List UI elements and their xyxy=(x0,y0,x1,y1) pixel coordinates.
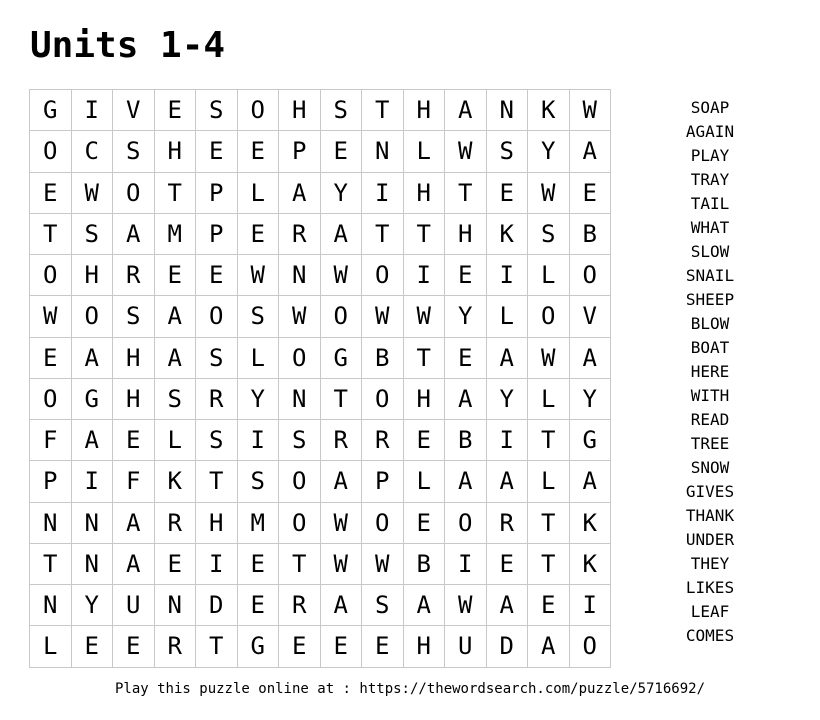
grid-cell[interactable]: O xyxy=(113,173,155,214)
grid-cell[interactable]: E xyxy=(404,503,446,544)
word-list-item: SLOW xyxy=(690,242,730,261)
grid-cell[interactable]: I xyxy=(445,544,487,585)
grid-cell[interactable]: R xyxy=(321,420,363,461)
grid-cell[interactable]: E xyxy=(196,131,238,172)
grid-cell[interactable]: E xyxy=(362,626,404,667)
grid-cell[interactable]: I xyxy=(362,173,404,214)
word-list-item: SNAIL xyxy=(685,266,735,285)
grid-cell[interactable]: E xyxy=(238,585,280,626)
grid-cell[interactable]: L xyxy=(528,255,570,296)
grid-cell[interactable]: A xyxy=(321,214,363,255)
grid-cell[interactable]: S xyxy=(362,585,404,626)
grid-cell[interactable]: S xyxy=(196,420,238,461)
grid-cell[interactable]: A xyxy=(404,585,446,626)
grid-cell[interactable]: E xyxy=(30,173,72,214)
grid-cell[interactable]: W xyxy=(528,173,570,214)
grid-cell[interactable]: A xyxy=(487,461,529,502)
grid-cell[interactable]: G xyxy=(321,338,363,379)
puzzle-title: Units 1-4 xyxy=(30,25,226,66)
grid-cell[interactable]: H xyxy=(196,503,238,544)
grid-cell[interactable]: T xyxy=(30,544,72,585)
grid-cell[interactable]: O xyxy=(279,503,321,544)
grid-cell[interactable]: A xyxy=(487,585,529,626)
grid-cell[interactable]: R xyxy=(196,379,238,420)
grid-cell[interactable]: V xyxy=(113,90,155,131)
grid-cell[interactable]: I xyxy=(72,461,114,502)
grid-cell[interactable]: N xyxy=(155,585,197,626)
grid-cell[interactable]: U xyxy=(113,585,155,626)
grid-cell[interactable]: E xyxy=(570,173,612,214)
grid-cell[interactable]: E xyxy=(155,544,197,585)
grid-cell[interactable]: E xyxy=(487,173,529,214)
word-list-item: WITH xyxy=(690,386,730,405)
grid-cell[interactable]: O xyxy=(72,296,114,337)
grid-cell[interactable]: O xyxy=(321,296,363,337)
grid-cell[interactable]: S xyxy=(238,296,280,337)
grid-cell[interactable]: N xyxy=(30,585,72,626)
grid-cell[interactable]: E xyxy=(155,255,197,296)
grid-cell[interactable]: H xyxy=(404,626,446,667)
grid-cell[interactable]: I xyxy=(570,585,612,626)
grid-cell[interactable]: E xyxy=(238,131,280,172)
grid-cell[interactable]: W xyxy=(72,173,114,214)
grid-cell[interactable]: A xyxy=(113,503,155,544)
grid-cell[interactable]: P xyxy=(362,461,404,502)
grid-cell[interactable]: L xyxy=(404,461,446,502)
grid-cell[interactable]: I xyxy=(238,420,280,461)
grid-cell[interactable]: A xyxy=(487,338,529,379)
grid-cell[interactable]: T xyxy=(528,420,570,461)
grid-cell[interactable]: D xyxy=(487,626,529,667)
grid-cell[interactable]: L xyxy=(487,296,529,337)
word-list-item: LEAF xyxy=(690,602,730,621)
grid-cell[interactable]: E xyxy=(445,338,487,379)
word-list-item: GIVES xyxy=(685,482,735,501)
grid-cell[interactable]: N xyxy=(487,90,529,131)
word-list-item: TRAY xyxy=(690,170,730,189)
grid-cell[interactable]: W xyxy=(445,585,487,626)
grid-cell[interactable]: R xyxy=(155,503,197,544)
grid-cell[interactable]: F xyxy=(113,461,155,502)
grid-cell[interactable]: H xyxy=(404,173,446,214)
grid-cell[interactable]: S xyxy=(321,90,363,131)
grid-cell[interactable]: R xyxy=(279,585,321,626)
grid-cell[interactable]: T xyxy=(155,173,197,214)
grid-cell[interactable]: I xyxy=(72,90,114,131)
grid-cell[interactable]: E xyxy=(321,131,363,172)
grid-cell[interactable]: F xyxy=(30,420,72,461)
grid-cell[interactable]: L xyxy=(155,420,197,461)
letter-grid[interactable] xyxy=(29,89,611,668)
grid-cell[interactable]: D xyxy=(196,585,238,626)
grid-cell[interactable]: L xyxy=(404,131,446,172)
grid-cell[interactable]: S xyxy=(196,90,238,131)
grid-cell[interactable]: T xyxy=(279,544,321,585)
grid-cell[interactable]: O xyxy=(30,131,72,172)
grid-cell[interactable]: E xyxy=(279,626,321,667)
grid-cell[interactable]: E xyxy=(72,626,114,667)
word-list-item: BOAT xyxy=(690,338,730,357)
grid-cell[interactable]: R xyxy=(155,626,197,667)
word-list-item: LIKES xyxy=(685,578,735,597)
grid-cell[interactable]: S xyxy=(155,379,197,420)
grid-cell[interactable]: C xyxy=(72,131,114,172)
grid-cell[interactable]: A xyxy=(528,626,570,667)
grid-cell[interactable]: E xyxy=(528,585,570,626)
grid-cell[interactable]: E xyxy=(321,626,363,667)
grid-cell[interactable]: H xyxy=(113,379,155,420)
grid-cell[interactable]: T xyxy=(196,461,238,502)
word-list-item: TREE xyxy=(690,434,730,453)
grid-cell[interactable]: U xyxy=(445,626,487,667)
grid-cell[interactable]: T xyxy=(404,338,446,379)
word-list-item: THEY xyxy=(690,554,730,573)
grid-cell[interactable]: A xyxy=(570,461,612,502)
grid-cell[interactable]: L xyxy=(238,338,280,379)
grid-cell[interactable]: Y xyxy=(528,131,570,172)
grid-cell[interactable]: N xyxy=(362,131,404,172)
grid-cell[interactable]: O xyxy=(570,626,612,667)
grid-cell[interactable]: R xyxy=(362,420,404,461)
grid-cell[interactable]: A xyxy=(570,338,612,379)
grid-cell[interactable]: Y xyxy=(321,173,363,214)
word-list-item: THANK xyxy=(685,506,735,525)
grid-cell[interactable]: A xyxy=(155,296,197,337)
grid-cell[interactable]: R xyxy=(487,503,529,544)
grid-cell[interactable]: O xyxy=(196,296,238,337)
grid-cell[interactable]: W xyxy=(321,503,363,544)
word-list xyxy=(660,96,760,648)
grid-cell[interactable]: T xyxy=(321,379,363,420)
grid-cell[interactable]: O xyxy=(238,90,280,131)
grid-cell[interactable]: A xyxy=(321,585,363,626)
grid-cell[interactable]: E xyxy=(113,626,155,667)
grid-cell[interactable]: O xyxy=(362,255,404,296)
grid-cell[interactable]: E xyxy=(155,90,197,131)
grid-cell[interactable]: K xyxy=(155,461,197,502)
grid-cell[interactable]: B xyxy=(445,420,487,461)
grid-cell[interactable]: E xyxy=(238,544,280,585)
grid-cell[interactable]: O xyxy=(30,255,72,296)
grid-cell[interactable]: T xyxy=(445,173,487,214)
grid-cell[interactable]: W xyxy=(279,296,321,337)
grid-cell[interactable]: A xyxy=(113,544,155,585)
grid-cell[interactable]: W xyxy=(528,338,570,379)
grid-cell[interactable]: O xyxy=(528,296,570,337)
grid-cell[interactable]: T xyxy=(30,214,72,255)
word-list-item: WHAT xyxy=(690,218,730,237)
grid-cell[interactable]: O xyxy=(362,503,404,544)
grid-cell[interactable]: E xyxy=(30,338,72,379)
word-list-item: AGAIN xyxy=(685,122,735,141)
grid-cell[interactable]: P xyxy=(30,461,72,502)
grid-cell[interactable]: S xyxy=(72,214,114,255)
grid-cell[interactable]: I xyxy=(404,255,446,296)
grid-cell[interactable]: T xyxy=(404,214,446,255)
word-list-item: BLOW xyxy=(690,314,730,333)
grid-cell[interactable]: G xyxy=(72,379,114,420)
grid-cell[interactable]: O xyxy=(279,461,321,502)
grid-cell[interactable]: Y xyxy=(445,296,487,337)
grid-cell[interactable]: S xyxy=(279,420,321,461)
grid-cell[interactable]: P xyxy=(196,214,238,255)
grid-cell[interactable]: T xyxy=(528,503,570,544)
grid-cell[interactable]: B xyxy=(570,214,612,255)
grid-cell[interactable]: S xyxy=(528,214,570,255)
word-list-item: HERE xyxy=(690,362,730,381)
grid-cell[interactable]: K xyxy=(570,544,612,585)
grid-cell[interactable]: T xyxy=(362,90,404,131)
grid-cell[interactable]: Y xyxy=(487,379,529,420)
word-list-item: TAIL xyxy=(690,194,730,213)
grid-cell[interactable]: A xyxy=(72,420,114,461)
grid-cell[interactable]: N xyxy=(72,544,114,585)
grid-cell[interactable]: Y xyxy=(570,379,612,420)
grid-cell[interactable]: T xyxy=(528,544,570,585)
grid-cell[interactable]: W xyxy=(321,544,363,585)
grid-cell[interactable]: R xyxy=(279,214,321,255)
grid-cell[interactable]: Y xyxy=(238,379,280,420)
grid-cell[interactable]: N xyxy=(72,503,114,544)
grid-cell[interactable]: Y xyxy=(72,585,114,626)
grid-cell[interactable]: T xyxy=(362,214,404,255)
grid-cell[interactable]: L xyxy=(238,173,280,214)
grid-cell[interactable]: K xyxy=(487,214,529,255)
word-list-item: SNOW xyxy=(690,458,730,477)
grid-cell[interactable]: L xyxy=(30,626,72,667)
grid-cell[interactable]: K xyxy=(528,90,570,131)
grid-cell[interactable]: W xyxy=(404,296,446,337)
grid-cell[interactable]: A xyxy=(445,461,487,502)
word-list-item: SOAP xyxy=(690,98,730,117)
grid-cell[interactable]: H xyxy=(404,90,446,131)
word-list-item: READ xyxy=(690,410,730,429)
grid-cell[interactable]: O xyxy=(30,379,72,420)
grid-cell[interactable]: W xyxy=(30,296,72,337)
grid-cell[interactable]: H xyxy=(404,379,446,420)
grid-cell[interactable]: H xyxy=(279,90,321,131)
grid-cell[interactable]: M xyxy=(155,214,197,255)
grid-cell[interactable]: A xyxy=(445,379,487,420)
grid-cell[interactable]: S xyxy=(196,338,238,379)
grid-cell[interactable]: S xyxy=(487,131,529,172)
grid-cell[interactable]: A xyxy=(570,131,612,172)
grid-cell[interactable]: W xyxy=(570,90,612,131)
grid-cell[interactable]: E xyxy=(445,255,487,296)
grid-cell[interactable]: M xyxy=(238,503,280,544)
word-list-item: UNDER xyxy=(685,530,735,549)
grid-cell[interactable]: W xyxy=(362,296,404,337)
grid-cell[interactable]: T xyxy=(196,626,238,667)
word-list-item: SHEEP xyxy=(685,290,735,309)
grid-cell[interactable]: W xyxy=(362,544,404,585)
grid-cell[interactable]: O xyxy=(570,255,612,296)
grid-cell[interactable]: P xyxy=(279,131,321,172)
grid-cell[interactable]: E xyxy=(404,420,446,461)
word-list-item: COMES xyxy=(685,626,735,645)
grid-cell[interactable]: A xyxy=(72,338,114,379)
grid-cell[interactable]: E xyxy=(113,420,155,461)
grid-cell[interactable]: O xyxy=(279,338,321,379)
grid-cell[interactable]: E xyxy=(487,544,529,585)
grid-cell[interactable]: V xyxy=(570,296,612,337)
grid-cell[interactable]: I xyxy=(487,255,529,296)
grid-cell[interactable]: E xyxy=(238,214,280,255)
footer-link-text: Play this puzzle online at : https://thewordsearch.com/puzzle/5716692/ xyxy=(114,681,705,697)
grid-cell[interactable]: O xyxy=(362,379,404,420)
grid-cell[interactable]: I xyxy=(487,420,529,461)
grid-cell[interactable]: W xyxy=(445,131,487,172)
grid-cell[interactable]: A xyxy=(113,214,155,255)
grid-cell[interactable]: R xyxy=(113,255,155,296)
grid-cell[interactable]: I xyxy=(196,544,238,585)
grid-cell[interactable]: K xyxy=(570,503,612,544)
grid-cell[interactable]: O xyxy=(445,503,487,544)
grid-cell[interactable]: H xyxy=(113,338,155,379)
grid-cell[interactable]: A xyxy=(445,90,487,131)
grid-cell[interactable]: H xyxy=(445,214,487,255)
grid-cell[interactable]: H xyxy=(72,255,114,296)
grid-cell[interactable]: G xyxy=(238,626,280,667)
grid-cell[interactable]: A xyxy=(279,173,321,214)
grid-cell[interactable]: H xyxy=(155,131,197,172)
grid-cell[interactable]: N xyxy=(279,255,321,296)
grid-cell[interactable]: A xyxy=(155,338,197,379)
grid-cell[interactable]: L xyxy=(528,461,570,502)
grid-cell[interactable]: S xyxy=(113,296,155,337)
grid-cell[interactable]: B xyxy=(362,338,404,379)
grid-cell[interactable]: S xyxy=(113,131,155,172)
grid-cell[interactable]: E xyxy=(196,255,238,296)
grid-cell[interactable]: G xyxy=(570,420,612,461)
grid-cell[interactable]: B xyxy=(404,544,446,585)
word-list-item: PLAY xyxy=(690,146,730,165)
grid-cell[interactable]: W xyxy=(238,255,280,296)
grid-cell[interactable]: A xyxy=(321,461,363,502)
grid-cell[interactable]: G xyxy=(30,90,72,131)
grid-cell[interactable]: L xyxy=(528,379,570,420)
grid-cell[interactable]: S xyxy=(238,461,280,502)
grid-cell[interactable]: P xyxy=(196,173,238,214)
grid-cell[interactable]: N xyxy=(279,379,321,420)
grid-cell[interactable]: W xyxy=(321,255,363,296)
grid-cell[interactable]: N xyxy=(30,503,72,544)
